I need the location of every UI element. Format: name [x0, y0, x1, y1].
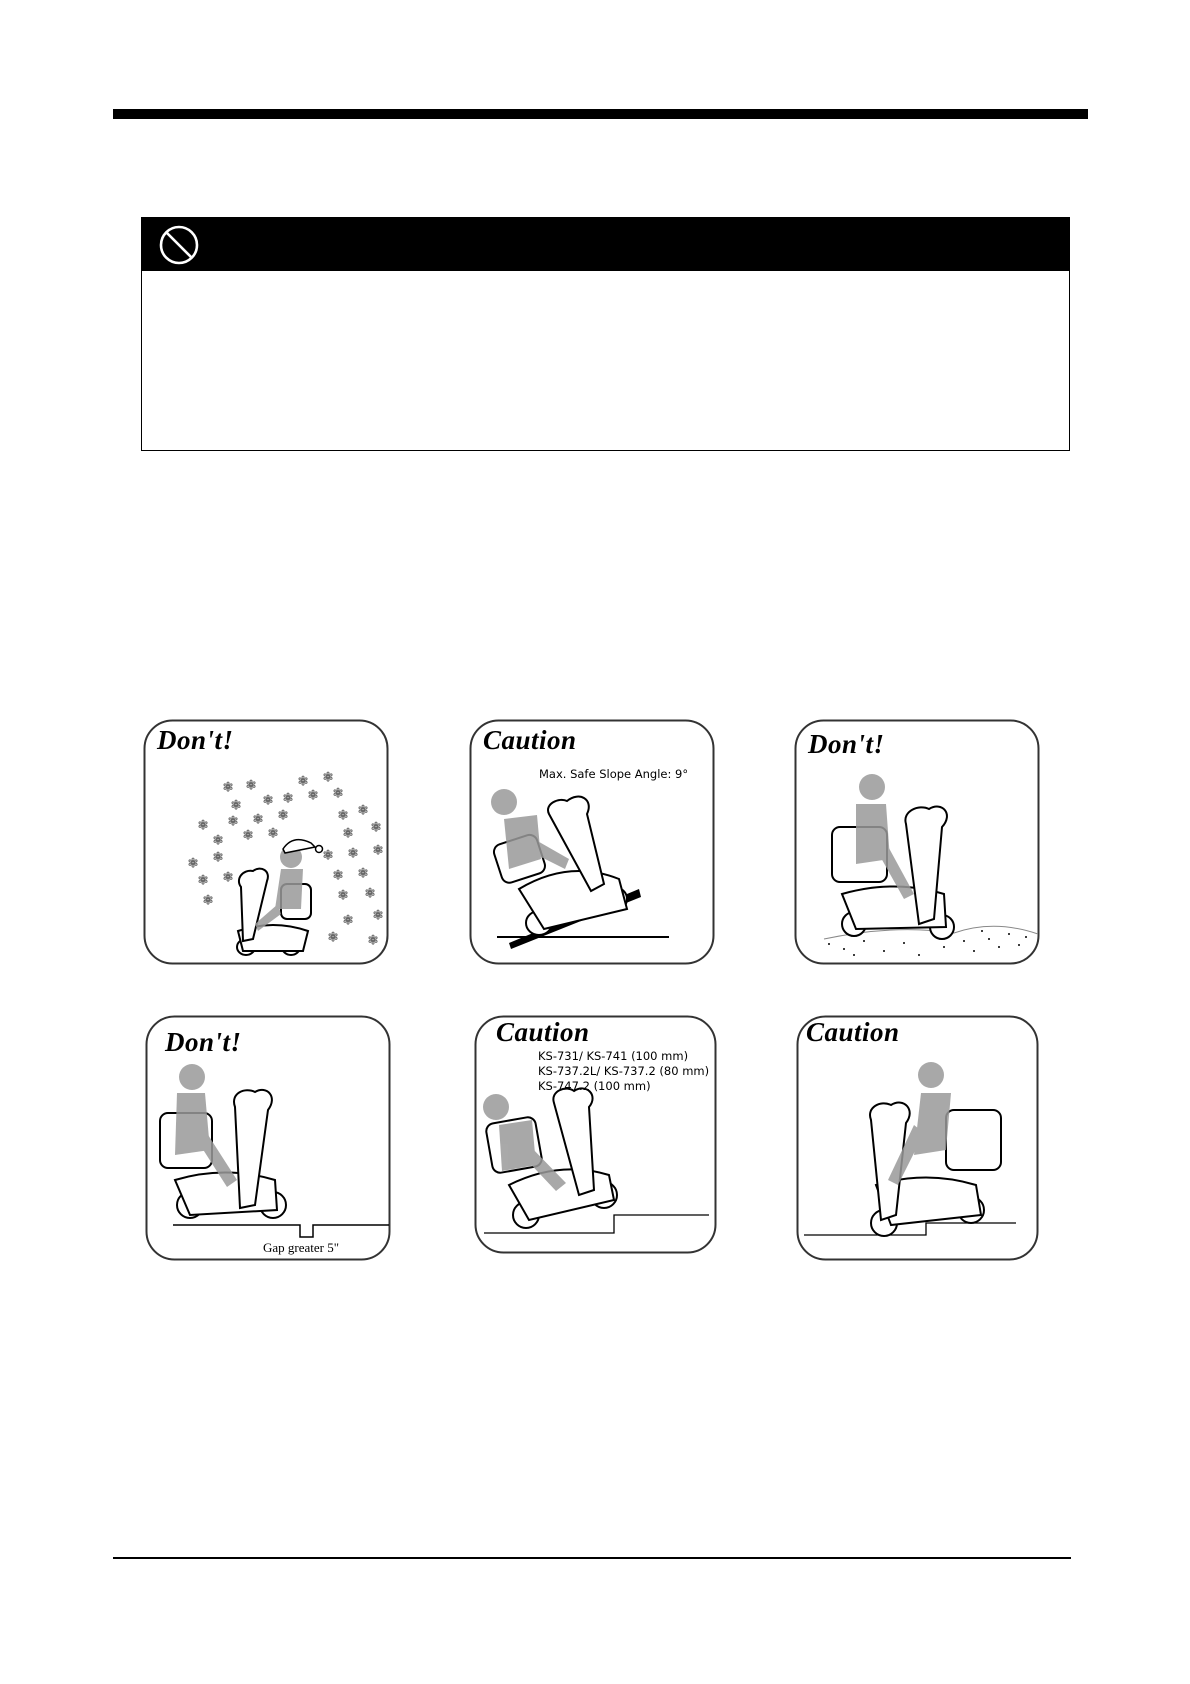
curb-descend-illustration: [796, 1015, 1042, 1261]
header-rule: [113, 109, 1088, 119]
svg-text:✻: ✻: [268, 826, 279, 840]
panel-title: Don't!: [808, 729, 885, 759]
svg-text:✻: ✻: [203, 893, 214, 907]
prohibition-warning-box: [141, 217, 1070, 451]
panel-curb-climb-caution: [474, 1015, 720, 1261]
svg-text:✻: ✻: [333, 868, 344, 882]
curb-height-note-1: KS-731/ KS-741 (100 mm): [538, 1049, 689, 1063]
panel-title: Caution: [496, 1017, 590, 1047]
panel-slope-caution: [469, 719, 715, 965]
svg-text:✻: ✻: [323, 770, 334, 784]
svg-text:✻: ✻: [213, 833, 224, 847]
panel-snow-dont: [143, 719, 389, 965]
svg-text:✻: ✻: [358, 803, 369, 817]
svg-text:✻: ✻: [371, 820, 382, 834]
svg-text:✻: ✻: [373, 908, 384, 922]
svg-text:✻: ✻: [198, 818, 209, 832]
prohibition-icon: [158, 224, 200, 266]
panel-title: Caution: [483, 725, 577, 755]
panel-title: Don't!: [157, 725, 234, 755]
svg-text:✻: ✻: [188, 856, 199, 870]
svg-text:✻: ✻: [358, 866, 369, 880]
svg-text:✻: ✻: [323, 848, 334, 862]
curb-height-note-3: KS-747.2 (100 mm): [538, 1079, 651, 1093]
svg-text:✻: ✻: [368, 933, 379, 947]
svg-text:✻: ✻: [253, 812, 264, 826]
svg-text:✻: ✻: [343, 826, 354, 840]
svg-text:✻: ✻: [223, 870, 234, 884]
svg-text:✻: ✻: [213, 850, 224, 864]
panel-title: Don't!: [165, 1027, 242, 1057]
svg-text:✻: ✻: [328, 930, 339, 944]
panel-title: Caution: [806, 1017, 900, 1047]
svg-text:✻: ✻: [298, 774, 309, 788]
svg-text:✻: ✻: [263, 793, 274, 807]
svg-text:✻: ✻: [338, 888, 349, 902]
svg-text:✻: ✻: [348, 846, 359, 860]
panel-rough-dont: [794, 719, 1040, 965]
gap-size-note: Gap greater 5": [263, 1240, 340, 1255]
svg-text:✻: ✻: [231, 798, 242, 812]
svg-text:✻: ✻: [373, 843, 384, 857]
curb-height-note-2: KS-737.2L/ KS-737.2 (80 mm): [538, 1064, 710, 1078]
svg-text:✻: ✻: [365, 886, 376, 900]
warning-header-bar: [142, 218, 1069, 271]
svg-text:✻: ✻: [228, 814, 239, 828]
svg-text:✻: ✻: [283, 791, 294, 805]
svg-text:✻: ✻: [223, 780, 234, 794]
slope-angle-note: Max. Safe Slope Angle: 9°: [539, 767, 689, 781]
svg-text:✻: ✻: [198, 873, 209, 887]
svg-text:✻: ✻: [338, 808, 349, 822]
svg-text:✻: ✻: [246, 778, 257, 792]
svg-text:✻: ✻: [278, 808, 289, 822]
footer-rule: [113, 1557, 1071, 1559]
svg-text:✻: ✻: [343, 913, 354, 927]
panel-gap-dont: [145, 1015, 391, 1261]
svg-text:✻: ✻: [333, 786, 344, 800]
svg-text:✻: ✻: [243, 828, 254, 842]
svg-text:✻: ✻: [308, 788, 319, 802]
panel-curb-descend-caution: [796, 1015, 1042, 1261]
